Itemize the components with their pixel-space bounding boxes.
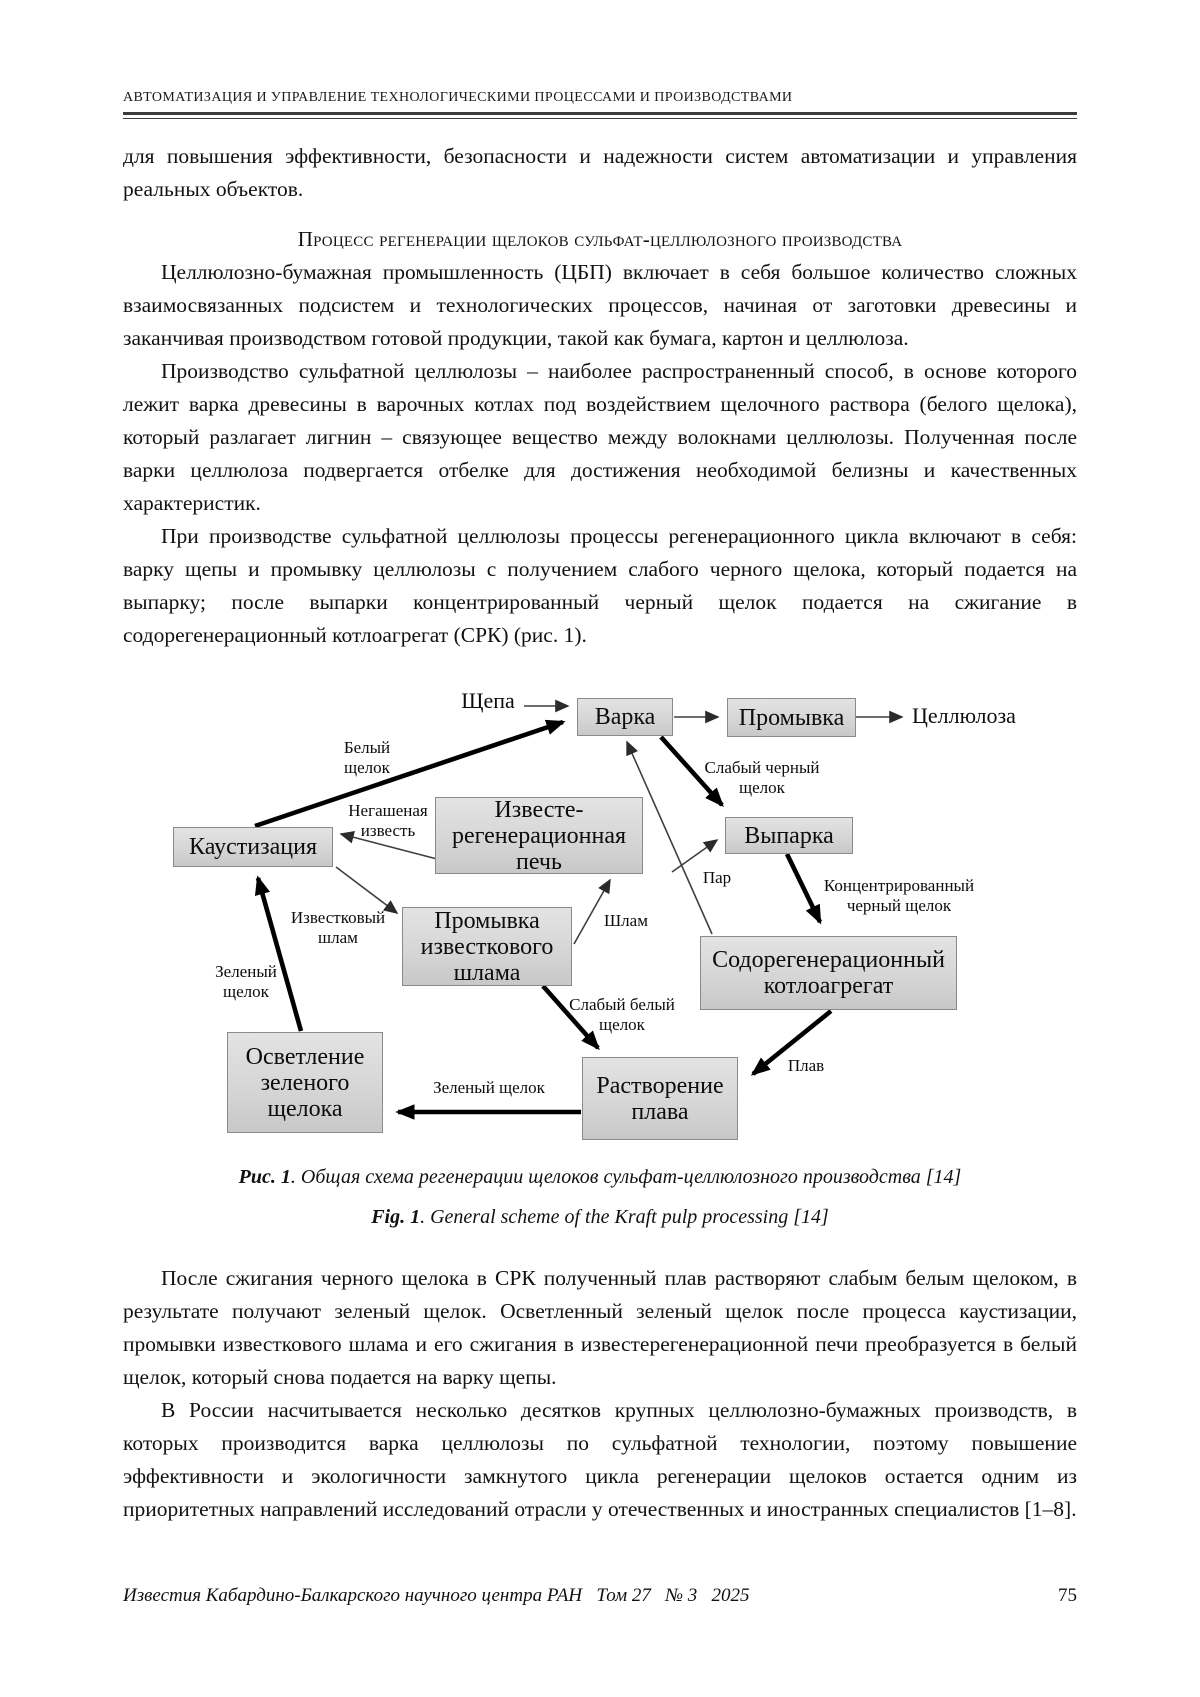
footer-journal-line: Известия Кабардино-Балкарского научного центра РАН Том 27 № 3 2025 xyxy=(123,1585,750,1606)
body-paragraph: После сжигания черного щелока в СРК полученный плав растворяют слабым белым щелоком, в результате получают зеленый щелок. Осветленный зеленый щелок после процесса каустизации, промывки известкового шлама и его сжигания в известерегенерационной печи преобразуется в белый щелок, который снова подается на варку щепы. xyxy=(123,1266,1077,1389)
figure-caption-en xyxy=(123,1206,1077,1229)
page-footer xyxy=(123,1585,1077,1607)
label-green-liquor-vertical: Зеленый щелок xyxy=(215,962,277,1001)
label-mud: Шлам xyxy=(604,911,648,930)
figure-caption-en-text: . General scheme of the Kraft pulp processing [14] xyxy=(420,1206,829,1228)
lead-paragraph: для повышения эффективности, безопасности и надежности систем автоматизации и управления реальных объектов. xyxy=(123,144,1077,201)
header-rule xyxy=(123,112,1077,119)
label-concentrated-black-liquor: Концентрированный черный щелок xyxy=(823,876,975,915)
footer-page-number: 75 xyxy=(1058,1585,1077,1606)
arrow-green-liquor-vertical xyxy=(258,878,301,1031)
label-steam: Пар xyxy=(702,868,732,887)
body-paragraph: Целлюлозно-бумажная промышленность (ЦБП) включает в себя большое количество сложных взаимосвязанных подсистем и технологических процессов, начиная от заготовки древесины и заканчивая производством готовой продукции, такой как бумага, картон и целлюлоза. xyxy=(123,260,1077,350)
label-smelt: Плав xyxy=(787,1056,825,1075)
upper-text-column xyxy=(123,140,1077,652)
box-lime-kiln: Известе- регенерационная печь xyxy=(435,797,643,874)
body-paragraph: При производстве сульфатной целлюлозы процессы регенерационного цикла включают в себя: варку щепы и промывку целлюлозы с получением слабого черного щелока, который подается на выпарку; после выпарки концентрированный черный щелок подается на сжигание в содорегенерационный котлоагрегат (СРК) (рис. 1). xyxy=(123,524,1077,647)
figure-caption-ru-text: . Общая схема регенерации щелоков сульфат-целлюлозного производства [14] xyxy=(290,1166,962,1188)
label-chips: Щепа xyxy=(461,688,515,713)
label-weak-white-liquor: Слабый белый щелок xyxy=(569,995,675,1034)
box-lime-mud-washing: Промывка известкового шлама xyxy=(402,907,572,986)
box-smelt-dissolving: Растворение плава xyxy=(582,1057,738,1140)
running-head: АВТОМАТИЗАЦИЯ И УПРАВЛЕНИЕ ТЕХНОЛОГИЧЕСКИМИ ПРОЦЕССАМИ И ПРОИЗВОДСТВАМИ xyxy=(123,90,793,105)
label-lime-mud: Известковый шлам xyxy=(290,908,386,947)
label-weak-black-liquor: Слабый черный щелок xyxy=(704,758,820,797)
figure-caption-ru xyxy=(123,1166,1077,1189)
lower-text-column xyxy=(123,1262,1077,1526)
box-green-liquor-clarification: Осветление зеленого щелока xyxy=(227,1032,383,1133)
label-white-liquor: Белый щелок xyxy=(343,738,391,777)
label-green-liquor-horizontal: Зеленый щелок xyxy=(433,1078,545,1097)
box-washing: Промывка xyxy=(727,698,856,737)
arrow-concentrated-black-liquor xyxy=(787,854,820,922)
body-paragraph: В России насчитывается несколько десятков крупных целлюлозно-бумажных производств, в которых производится варка целлюлозы по сульфатной технологии, поэтому повышение эффективности и экологичности замкнутого цикла регенерации щелоков остается одним из приоритетных направлений исследований отрасли у отечественных и иностранных специалистов [1–8]. xyxy=(123,1398,1077,1521)
box-cooking: Варка xyxy=(577,698,673,736)
section-heading: Процесс регенерации щелоков сульфат-целлюлозного производства xyxy=(297,227,903,251)
label-quicklime: Негашеная известь xyxy=(348,801,428,840)
box-recovery-boiler: Содорегенерационный котлоагрегат xyxy=(700,936,957,1010)
figure-caption-en-label: Fig. 1 xyxy=(371,1206,421,1228)
arrow-causticizing-to-mudwash xyxy=(336,867,397,913)
label-pulp: Целлюлоза xyxy=(912,703,1016,728)
body-paragraph: Производство сульфатной целлюлозы – наиболее распространенный способ, в основе которого лежит варка древесины в варочных котлах под воздействием щелочного раствора (белого щелока), который разлагает лигнин – связующее вещество между волокнами целлюлозы. Полученная после варки целлюлоза подвергается отбелке для достижения необходимой белизны и качественных характеристик. xyxy=(123,359,1077,515)
figure-caption-ru-label: Рис. 1 xyxy=(238,1166,291,1188)
box-evaporation: Выпарка xyxy=(725,817,853,854)
box-causticizing: Каустизация xyxy=(173,827,333,867)
